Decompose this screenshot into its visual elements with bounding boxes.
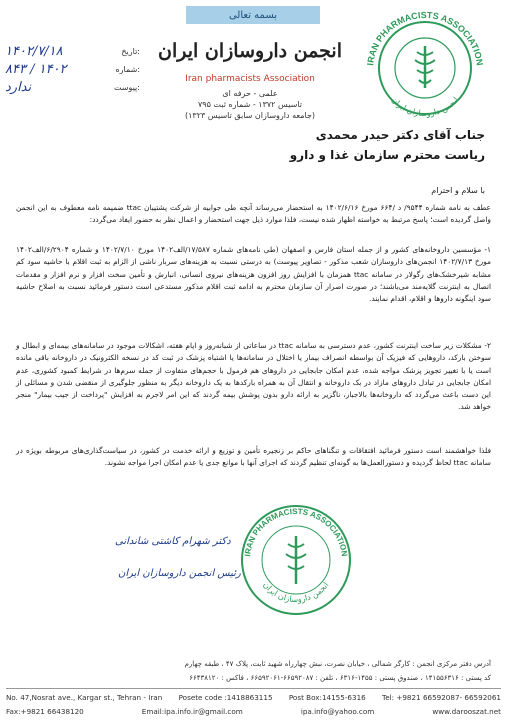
svg-text:انجمن داروسازان ایران — [390, 95, 461, 118]
org-name-fa: انجمن داروسازان ایران — [158, 40, 342, 62]
date-row — [5, 42, 140, 60]
caduceus-icon — [415, 46, 435, 88]
stamp-caduceus-icon — [286, 536, 306, 584]
number-row — [5, 60, 140, 78]
footer-website[interactable]: www.darooszat.net — [432, 707, 501, 716]
association-stamp — [236, 500, 356, 624]
attachment-label: پیوست: — [113, 82, 140, 92]
body-item-2: ۲- مشکلات زیر ساخت اینترنت کشور، عدم دسترسی به سامانه ttac در ساعاتی از شبانه‌روز و ایام هفته، اشکالات موجود در سامانه‌های بیمه‌ای و ابطال و سوختن بارکد، داروهایی که فیزیک آن بواسطه انصراف بیمار یا اختلال در سامانه‌ها یا اشتباه پزشک در ثبت کد در نسخه الکترونیک در داروخانه باقی مانده است یا با تغییر تجویز پزشک مواجه شده، عدم امکان جابجایی در داروهای هم فرمول با حجم‌های متفاوت از جمله سرم‌ها در شرایط کمبود کشوری، عدم امکان جابجایی در تبادل داروهای مازاد در بک داروخانه و انتقال آن به همراه بارکدها به یک داروخانه دیگر به منظور جلوگیری از منقضی شدن و مسائلی از این دست باعث می‌گردد که داروخانه‌ها بالاجبار، ناگزیر به ارائه دارو بدون پوشش بیمه گردند که این امر لاجرم به افزایش "پرداخت از جیب بیمار" منجر خواهد شد. — [16, 341, 492, 412]
stamp-graphic — [236, 500, 356, 620]
footer-en-line-2 — [6, 707, 501, 716]
letter-meta — [5, 42, 140, 96]
footer-en-line-1 — [6, 693, 501, 702]
recipient-title: ریاست محترم سازمان غذا و دارو — [289, 148, 485, 162]
signatory-name: دکتر شهرام کاشتی شاندانی — [115, 536, 231, 547]
seal-graphic — [355, 8, 495, 118]
stamp-text-fa: انجمن داروسازان ایران — [261, 580, 331, 605]
org-founded-legacy: (جامعه داروسازان سابق تاسیس ۱۳۲۳) — [184, 111, 316, 120]
recipient-name: جناب آقای دکتر حیدر محمدی — [315, 128, 485, 142]
footer-address-fa: آدرس دفتر مرکزی انجمن : کارگر شمالی ، خیابان نصرت، نبش چهارراه شهید ثابت، پلاک ۴۷ ، طبقه چهارم — [184, 660, 491, 668]
footer-address-en: No. 47,Nosrat ave., Kargar st., Tehran - Iran — [6, 693, 163, 702]
greeting: با سلام و احترام — [431, 186, 485, 195]
org-founded: تاسیس ۱۳۷۲ - شماره ثبت ۷۹۵ — [198, 100, 302, 109]
footer-divider — [6, 688, 501, 689]
footer-fax: Fax:+9821 66438120 — [6, 707, 84, 716]
footer-pobox: Post Box:14155-6316 — [288, 693, 366, 702]
attachment-row — [5, 78, 140, 96]
body-intro: عطف به نامه شماره ۹۵۴۴/ د /۶۶۴ مورخ ۱۴۰۲/۶/۱۶ به استحضار می‌رساند آنچه طی جوابیه از شرکت پشتیبان ttac ضمیمه نامه معطوف به این انجمن واصل گردیده است؛ پاسخ مرتبط به خواسته اظهار شده نیست، فلذا موارد ذیل جهت استحضار و اعمال نظر به حضور ایفاد می‌گردد: — [16, 203, 491, 225]
org-type: علمی - حرفه ای — [222, 89, 278, 98]
body-item-1: ۱- مؤسسین داروخانه‌های کشور و از جمله استان فارس و اصفهان (طی نامه‌های شماره ۱۷/۵۸۷/الف۱۴۰۲ مورخ ۱۴۰۲/۷/۱۰ و شماره ۶/۲۹۰۴/الف۱۴۰۲ مورخ ۱۴۰۲/۷/۱۳ انجمن‌های داروسازان شعب مذکور - تصاویر پیوست) به درستی نسبت به هزینه‌های سربار ناشی از الزام به ثبت اقلام با حاشیه سود کم مشابه شیرخشک‌های رگولار در سامانه ttac همزمان با افزایش روز افزون هزینه‌های نیروی انسانی، انبارش و تأمین سخت افزار و نرم افزار و مقدمات اتصال به اینترنت گلایه‌مند می‌باشند؛ در صورت اصرار آن سازمان محترم به ادامه ثبت اقلام مذکور مستدعی است دستور فرمائید نسبت به اصلاح حاشیه سود اینگونه داروها و اقلام، اقدام نمایند. — [16, 245, 491, 304]
header-topbar: بسمه تعالی — [186, 6, 320, 24]
body-closing: فلذا خواهشمند است دستور فرمائید افتقاقات و تنگناهای حاکم بر زنجیره تأمین و توزیع و ارائه خدمت در کشور، در سیاست‌گذاری‌های مربوطه بویژه در سامانه ttac لحاظ گردیده و دستورالعمل‌ها به گونه‌ای تنظیم گردند که اجرای آنها با موانع جدی یا عدم امکان اجرا مواجه نشوند. — [16, 446, 491, 468]
footer-tel: Tel: +9821 66592087- 66592061 — [382, 693, 501, 702]
number-value: ۸۴۳ / ۱۴۰۲ — [5, 61, 67, 77]
date-value: ۱۴۰۲/۷/۱۸ — [5, 43, 63, 59]
footer-email-1[interactable]: Email:ipa.info.ir@gmail.com — [141, 707, 243, 716]
footer-contacts-fa: کد پستی : ۱۴۱۵۵۶۳۱۶ ، صندوق پستی : ۱۴۵۵-۶۳۱۶ ، تلفن : ۶۶۵۹۲۰۸۷-۶۶۵۹۲۰۶۱ ، فاکس : ۶۶۴۳۸۱۲۰ — [189, 674, 491, 682]
stamp-text-en: IRAN PHARMACISTS ASSOCIATION — [243, 506, 349, 557]
org-subtitle — [160, 88, 340, 121]
footer-email-2[interactable]: ipa.info@yahoo.com — [300, 707, 375, 716]
attachment-value: ندارد — [5, 79, 32, 95]
org-name-en: Iran pharmacists Association — [185, 74, 315, 84]
association-seal — [355, 8, 495, 122]
footer-postcode: Posete code :1418863115 — [178, 693, 273, 702]
seal-text-en: IRAN PHARMACISTS ASSOCIATION — [365, 9, 485, 67]
date-label: تاریخ: — [121, 46, 140, 56]
number-label: شماره: — [115, 64, 140, 74]
signatory-title: رئیس انجمن داروسازان ایران — [118, 568, 241, 579]
seal-text-fa: انجمن داروسازان ایران — [389, 95, 461, 118]
